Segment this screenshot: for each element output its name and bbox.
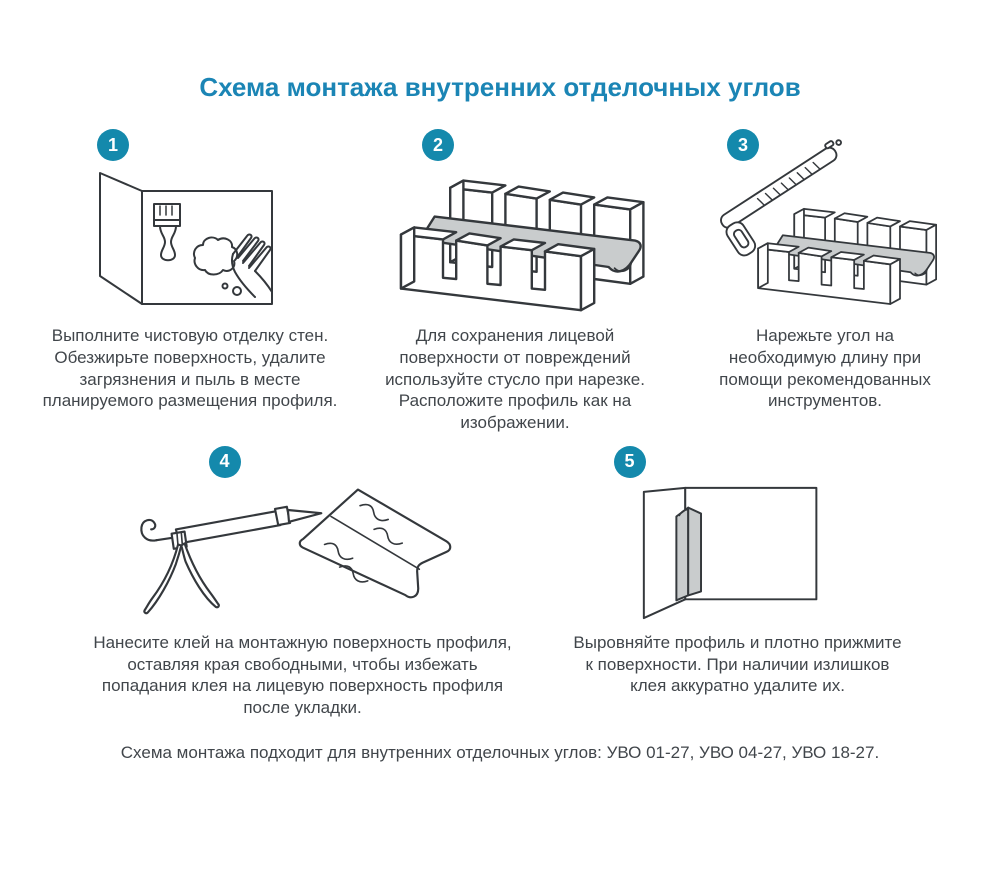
caulking-gun-profile-icon (109, 482, 497, 622)
hacksaw-and-miter-box-illustration (675, 165, 975, 315)
miter-box-with-profile-illustration (355, 165, 675, 315)
step-1-number-badge: 1 (97, 129, 129, 161)
step-1-caption: Выполните чистовую отделку стен. Обезжирьте поверхность, удалите загрязнения и пыль в месте планируемого размещения профиля. (42, 326, 338, 411)
corner-walls-cleaning-illustration (25, 165, 355, 315)
profile-pressed-into-corner-illustration (563, 482, 913, 622)
step-3-caption: Нарежьте угол на необходимую длину при помощи рекомендованных инструментов. (719, 326, 931, 411)
step-1 (25, 129, 355, 412)
corner-with-profile-icon (619, 482, 856, 622)
step-5-number-badge: 5 (614, 446, 646, 478)
hacksaw-miter-box-icon (707, 135, 944, 315)
step-4-number-badge: 4 (209, 446, 241, 478)
step-5 (563, 446, 913, 697)
caulking-gun-and-profile-illustration (88, 482, 518, 622)
steps-row-1 (0, 129, 1000, 434)
caulking-gun-icon (141, 507, 321, 613)
wall-corner (644, 488, 817, 618)
corner-profile-sheet (299, 489, 450, 597)
corner-walls-cleaning-icon (75, 165, 305, 315)
page-title: Схема монтажа внутренних отделочных углов (199, 72, 801, 102)
instruction-sheet (0, 72, 1000, 872)
step-4 (88, 446, 518, 719)
step-2-caption: Для сохранения лицевой поверхности от повреждений используйте стусло при нарезке. Расположите профиль как на изображении. (385, 326, 645, 432)
steps-row-2 (0, 446, 1000, 719)
miter-box-icon (365, 165, 665, 315)
step-3-number-badge: 3 (727, 129, 759, 161)
compatibility-note: Схема монтажа подходит для внутренних отделочных углов: УВО 01-27, УВО 04-27, УВО 18-27. (120, 742, 880, 762)
step-4-caption: Нанесите клей на монтажную поверхность профиля, оставляя края свободными, чтобы избежать попадания клея на лицевую поверхность профиля после укладки. (93, 632, 512, 717)
installed-profile-strip (676, 507, 701, 600)
step-3 (675, 129, 975, 412)
step-5-caption: Выровняйте профиль и плотно прижмите к поверхности. При наличии излишков клея аккуратно удалите их. (573, 632, 902, 696)
step-2 (355, 129, 675, 434)
miter-box-icon (758, 209, 936, 304)
step-2-number-badge: 2 (422, 129, 454, 161)
